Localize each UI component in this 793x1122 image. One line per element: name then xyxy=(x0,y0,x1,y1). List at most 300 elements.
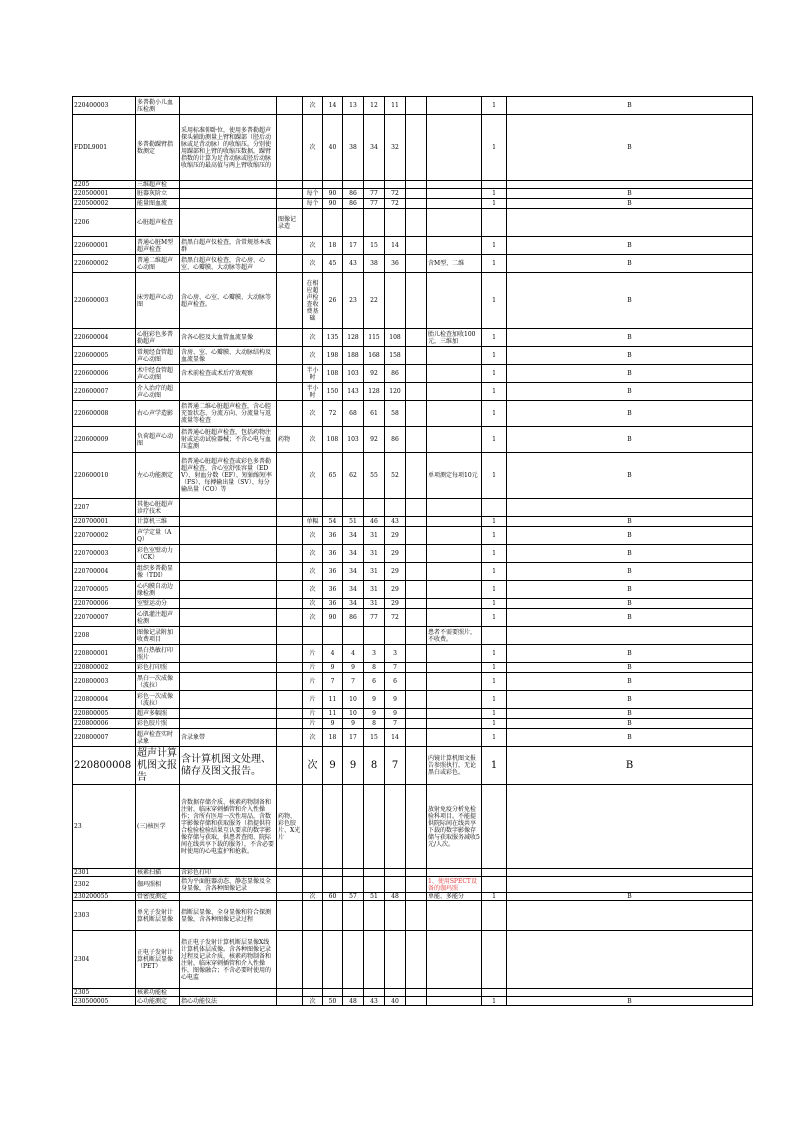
price-level3-cell xyxy=(364,989,385,997)
spacer-cell xyxy=(406,517,427,527)
table-row xyxy=(73,627,753,645)
name-cell: 彩色胶片照 xyxy=(136,719,180,729)
content-cell xyxy=(180,645,277,663)
category-cell: 1 xyxy=(482,273,507,329)
note-cell xyxy=(427,517,482,527)
code-cell: 220500001 xyxy=(73,189,136,199)
class-cell xyxy=(507,627,753,645)
content-cell: 采用标准仰卧位，使用多普勒超声探头辅助测量上臂和踝部（胫后动脉或足背动脉）的收缩压。分别使用踝部和上臂的收缩压数据，踝臂指数的计算为足背动脉或胫后动脉收缩压的最高值与两上臂收缩压的 xyxy=(180,115,277,181)
name-cell: 伽玛照相 xyxy=(136,877,180,893)
price-level2-cell xyxy=(343,901,364,931)
price-level1-cell: 36 xyxy=(323,599,343,609)
code-cell: 220800001 xyxy=(73,645,136,663)
spacer-cell xyxy=(406,563,427,581)
unit-cell: 次 xyxy=(303,97,323,115)
price-level4-cell xyxy=(385,901,406,931)
code-cell: 220800008 xyxy=(73,747,136,785)
class-cell xyxy=(507,209,753,237)
price-level4-cell: 58 xyxy=(385,401,406,427)
spacer-cell xyxy=(406,499,427,517)
spacer-cell xyxy=(406,545,427,563)
unit-cell: 片 xyxy=(303,709,323,719)
price-level4-cell: 7 xyxy=(385,747,406,785)
category-cell: 1 xyxy=(482,237,507,255)
price-level1-cell: 90 xyxy=(323,189,343,199)
note-cell xyxy=(427,115,482,181)
content-cell: 指普通二维心脏超声检查，含心腔充盈状态、分流方向、分流量与返流量等检查 xyxy=(180,401,277,427)
name-cell: 彩色打印照 xyxy=(136,663,180,673)
price-level2-cell xyxy=(343,989,364,997)
table-row xyxy=(73,893,753,901)
price-level2-cell: 13 xyxy=(343,97,364,115)
unit-cell: 次 xyxy=(303,115,323,181)
spacer-cell xyxy=(406,609,427,627)
spacer-cell xyxy=(406,347,427,365)
unit-cell: 次 xyxy=(303,401,323,427)
exclusion-cell xyxy=(277,709,303,719)
price-level2-cell: 9 xyxy=(343,719,364,729)
price-level4-cell: 29 xyxy=(385,527,406,545)
content-cell xyxy=(180,989,277,997)
class-cell: B xyxy=(507,383,753,401)
price-level4-cell: 40 xyxy=(385,997,406,1006)
name-cell: 术中经食管超声心动图 xyxy=(136,365,180,383)
price-level1-cell: 108 xyxy=(323,427,343,453)
price-level2-cell: 10 xyxy=(343,709,364,719)
code-cell: 220800006 xyxy=(73,719,136,729)
price-level3-cell: 31 xyxy=(364,563,385,581)
exclusion-cell xyxy=(277,401,303,427)
category-cell: 1 xyxy=(482,581,507,599)
content-cell xyxy=(180,383,277,401)
price-level1-cell xyxy=(323,499,343,517)
table-row xyxy=(73,383,753,401)
class-cell xyxy=(507,181,753,189)
unit-cell xyxy=(303,785,323,869)
table-row xyxy=(73,609,753,627)
code-cell: 220800005 xyxy=(73,709,136,719)
note-cell xyxy=(427,931,482,989)
category-cell xyxy=(482,181,507,189)
content-cell: 指心功能仪法 xyxy=(180,997,277,1006)
category-cell: 1 xyxy=(482,115,507,181)
unit-cell: 片 xyxy=(303,663,323,673)
price-level3-cell: 55 xyxy=(364,453,385,499)
unit-cell: 次 xyxy=(303,255,323,273)
note-cell xyxy=(427,189,482,199)
class-cell: B xyxy=(507,115,753,181)
unit-sub-text: 在相应超声检查收费基础 xyxy=(306,279,319,322)
name-cell: 骨密度测定 xyxy=(136,893,180,901)
note-cell xyxy=(427,273,482,329)
spacer-cell xyxy=(406,401,427,427)
table-row xyxy=(73,115,753,181)
table-row xyxy=(73,563,753,581)
price-level1-cell: 54 xyxy=(323,517,343,527)
table-row xyxy=(73,691,753,709)
price-level3-cell xyxy=(364,785,385,869)
price-level3-cell: 8 xyxy=(364,747,385,785)
table-row xyxy=(73,401,753,427)
price-level1-cell: 45 xyxy=(323,255,343,273)
note-cell: 单能、多能分 xyxy=(427,893,482,901)
price-level1-cell: 11 xyxy=(323,691,343,709)
category-cell: 1 xyxy=(482,401,507,427)
code-cell: 2302 xyxy=(73,877,136,893)
price-level1-cell: 9 xyxy=(323,747,343,785)
code-cell: 220500002 xyxy=(73,199,136,209)
category-cell: 1 xyxy=(482,255,507,273)
category-cell xyxy=(482,989,507,997)
exclusion-cell xyxy=(277,931,303,989)
price-level2-cell: 43 xyxy=(343,255,364,273)
code-cell: 230500005 xyxy=(73,997,136,1006)
price-level2-cell xyxy=(343,209,364,237)
unit-cell: 每个 xyxy=(303,189,323,199)
price-level2-cell: 86 xyxy=(343,189,364,199)
note-cell xyxy=(427,901,482,931)
spacer-cell xyxy=(406,719,427,729)
unit-cell: 次 xyxy=(303,545,323,563)
unit-cell: 次 xyxy=(303,893,323,901)
spacer-cell xyxy=(406,989,427,997)
price-level3-cell: 22 xyxy=(364,273,385,329)
note-cell xyxy=(427,869,482,877)
name-cell: 核素扫描 xyxy=(136,869,180,877)
price-level3-cell xyxy=(364,627,385,645)
price-level2-cell: 34 xyxy=(343,599,364,609)
price-level1-cell xyxy=(323,627,343,645)
spacer-cell xyxy=(406,645,427,663)
unit-cell: 每个 xyxy=(303,199,323,209)
price-level1-cell: 9 xyxy=(323,663,343,673)
note-cell: 放射免疫分析免检验科项目。不能提供院际间在线共享下载的数字影像存储与获取服务减收5元/人次。 xyxy=(427,785,482,869)
price-level1-cell xyxy=(323,931,343,989)
spacer-cell xyxy=(406,997,427,1006)
price-level4-cell: 158 xyxy=(385,347,406,365)
price-level3-cell: 92 xyxy=(364,427,385,453)
note-cell xyxy=(427,989,482,997)
code-cell: 220800003 xyxy=(73,673,136,691)
spacer-cell xyxy=(406,893,427,901)
table-row xyxy=(73,273,753,329)
code-cell: 2206 xyxy=(73,209,136,237)
name-cell: (三)核医学 xyxy=(136,785,180,869)
content-cell xyxy=(180,499,277,517)
exclusion-cell xyxy=(277,609,303,627)
price-level3-cell xyxy=(364,499,385,517)
class-cell: B xyxy=(507,401,753,427)
category-cell: 1 xyxy=(482,719,507,729)
price-level3-cell: 128 xyxy=(364,383,385,401)
name-cell: 心肌灌注超声检测 xyxy=(136,609,180,627)
unit-cell: 片 xyxy=(303,719,323,729)
category-cell: 1 xyxy=(482,691,507,709)
code-cell: 2208 xyxy=(73,627,136,645)
class-cell xyxy=(507,869,753,877)
note-cell xyxy=(427,719,482,729)
content-cell xyxy=(180,599,277,609)
exclusion-cell xyxy=(277,181,303,189)
price-level4-cell: 72 xyxy=(385,199,406,209)
class-cell: B xyxy=(507,893,753,901)
price-level2-cell: 57 xyxy=(343,893,364,901)
content-cell xyxy=(180,199,277,209)
class-cell: B xyxy=(507,255,753,273)
exclusion-cell xyxy=(277,383,303,401)
note-cell: 含M型、二维 xyxy=(427,255,482,273)
name-cell: 黑白热敏打印照片 xyxy=(136,645,180,663)
spacer-cell xyxy=(406,97,427,115)
unit-cell: 单幅 xyxy=(303,517,323,527)
table-row xyxy=(73,869,753,877)
name-cell: 介入治疗的超声心动图 xyxy=(136,383,180,401)
name-cell: 核素功能检 xyxy=(136,989,180,997)
category-cell xyxy=(482,931,507,989)
class-cell: B xyxy=(507,581,753,599)
category-cell xyxy=(482,901,507,931)
content-cell: 指为平面脏器动态、静态显像及全身显像，含各种图像记录 xyxy=(180,877,277,893)
code-cell: 220600005 xyxy=(73,347,136,365)
spacer-cell xyxy=(406,901,427,931)
price-level2-cell: 34 xyxy=(343,527,364,545)
spacer-cell xyxy=(406,365,427,383)
table-row xyxy=(73,877,753,893)
price-level1-cell: 7 xyxy=(323,673,343,691)
price-level1-cell xyxy=(323,989,343,997)
name-cell: 超声检查实时录象 xyxy=(136,729,180,747)
category-cell xyxy=(482,209,507,237)
unit-cell xyxy=(303,869,323,877)
code-cell: 2303 xyxy=(73,901,136,931)
exclusion-cell xyxy=(277,365,303,383)
price-level3-cell: 31 xyxy=(364,545,385,563)
price-level3-cell xyxy=(364,931,385,989)
table-row xyxy=(73,517,753,527)
spacer-cell xyxy=(406,329,427,347)
spacer-cell xyxy=(406,115,427,181)
spacer-cell xyxy=(406,709,427,719)
spacer-cell xyxy=(406,663,427,673)
price-level4-cell: 14 xyxy=(385,729,406,747)
class-cell: B xyxy=(507,719,753,729)
price-level3-cell: 92 xyxy=(364,365,385,383)
spacer-cell xyxy=(406,255,427,273)
price-level1-cell xyxy=(323,869,343,877)
spacer-cell xyxy=(406,747,427,785)
price-level1-cell: 198 xyxy=(323,347,343,365)
price-level4-cell xyxy=(385,877,406,893)
price-level1-cell: 65 xyxy=(323,453,343,499)
price-level4-cell: 29 xyxy=(385,545,406,563)
table-row xyxy=(73,453,753,499)
code-cell: 2207 xyxy=(73,499,136,517)
price-level4-cell: 3 xyxy=(385,645,406,663)
table-row xyxy=(73,545,753,563)
category-cell xyxy=(482,499,507,517)
class-cell: B xyxy=(507,273,753,329)
class-cell xyxy=(507,989,753,997)
category-cell: 1 xyxy=(482,997,507,1006)
code-cell: 220700002 xyxy=(73,527,136,545)
table-row xyxy=(73,663,753,673)
class-cell: B xyxy=(507,691,753,709)
exclusion-cell xyxy=(277,199,303,209)
price-level2-cell: 143 xyxy=(343,383,364,401)
price-level3-cell: 15 xyxy=(364,237,385,255)
code-cell: 220700006 xyxy=(73,599,136,609)
code-cell: 2301 xyxy=(73,869,136,877)
content-cell xyxy=(180,189,277,199)
price-level3-cell xyxy=(364,209,385,237)
price-level4-cell: 120 xyxy=(385,383,406,401)
code-cell: 220400003 xyxy=(73,97,136,115)
note-cell xyxy=(427,209,482,237)
price-level2-cell: 9 xyxy=(343,747,364,785)
price-level4-cell: 6 xyxy=(385,673,406,691)
table-row xyxy=(73,645,753,663)
class-cell: B xyxy=(507,645,753,663)
price-level4-cell xyxy=(385,931,406,989)
class-cell: B xyxy=(507,347,753,365)
content-cell: 含各心腔及大血管血流显像 xyxy=(180,329,277,347)
price-level3-cell: 12 xyxy=(364,97,385,115)
price-level1-cell: 36 xyxy=(323,545,343,563)
category-cell: 1 xyxy=(482,189,507,199)
name-cell: 常规经食管超声心动图 xyxy=(136,347,180,365)
unit-cell: 次 xyxy=(303,729,323,747)
note-cell xyxy=(427,383,482,401)
name-cell: 能量图血流 xyxy=(136,199,180,209)
code-cell: 220800002 xyxy=(73,663,136,673)
code-cell: 230200055 xyxy=(73,893,136,901)
unit-cell xyxy=(303,209,323,237)
price-level4-cell xyxy=(385,499,406,517)
spacer-cell xyxy=(406,627,427,645)
unit-cell xyxy=(303,181,323,189)
spacer-cell xyxy=(406,785,427,869)
class-cell: B xyxy=(507,997,753,1006)
price-level3-cell: 51 xyxy=(364,893,385,901)
spacer-cell xyxy=(406,931,427,989)
class-cell xyxy=(507,499,753,517)
note-cell xyxy=(427,709,482,719)
spacer-cell xyxy=(406,527,427,545)
table-row xyxy=(73,931,753,989)
name-cell: 彩色一次成像（波拉） xyxy=(136,691,180,709)
category-cell: 1 xyxy=(482,527,507,545)
price-level4-cell: 7 xyxy=(385,719,406,729)
category-cell: 1 xyxy=(482,517,507,527)
name-cell: 单光子发射计算机断层显像 xyxy=(136,901,180,931)
code-cell: 220600004 xyxy=(73,329,136,347)
exclusion-cell: 药物 xyxy=(277,427,303,453)
unit-cell: 片 xyxy=(303,673,323,691)
price-level4-cell xyxy=(385,627,406,645)
price-level1-cell: 90 xyxy=(323,609,343,627)
class-cell: B xyxy=(507,609,753,627)
table-row xyxy=(73,499,753,517)
note-cell xyxy=(427,997,482,1006)
name-cell: 组织多普勒显像（TDI） xyxy=(136,563,180,581)
spacer-cell xyxy=(406,599,427,609)
exclusion-cell xyxy=(277,645,303,663)
price-level3-cell: 15 xyxy=(364,729,385,747)
price-level3-cell: 61 xyxy=(364,401,385,427)
table-row xyxy=(73,209,753,237)
table-row xyxy=(73,599,753,609)
price-level2-cell xyxy=(343,785,364,869)
code-cell: 220600006 xyxy=(73,365,136,383)
table-row xyxy=(73,199,753,209)
price-level4-cell: 86 xyxy=(385,365,406,383)
note-cell xyxy=(427,365,482,383)
price-level2-cell: 48 xyxy=(343,997,364,1006)
price-level3-cell: 34 xyxy=(364,115,385,181)
category-cell: 1 xyxy=(482,199,507,209)
price-level2-cell xyxy=(343,627,364,645)
table-row xyxy=(73,329,753,347)
price-level1-cell: 36 xyxy=(323,527,343,545)
price-level3-cell: 77 xyxy=(364,189,385,199)
price-level4-cell: 11 xyxy=(385,97,406,115)
price-level1-cell xyxy=(323,181,343,189)
table-row xyxy=(73,989,753,997)
content-cell xyxy=(180,663,277,673)
price-level4-cell xyxy=(385,989,406,997)
spacer-cell xyxy=(406,869,427,877)
category-cell: 1 xyxy=(482,673,507,691)
exclusion-cell xyxy=(277,237,303,255)
price-level4-cell: 43 xyxy=(385,517,406,527)
price-level4-cell: 86 xyxy=(385,427,406,453)
price-level2-cell: 23 xyxy=(343,273,364,329)
price-level2-cell: 38 xyxy=(343,115,364,181)
note-cell xyxy=(427,237,482,255)
table-row xyxy=(73,365,753,383)
exclusion-cell xyxy=(277,869,303,877)
code-cell: 2305 xyxy=(73,989,136,997)
fee-schedule-table xyxy=(72,96,753,1006)
code-cell: 220600008 xyxy=(73,401,136,427)
class-cell: B xyxy=(507,709,753,719)
price-level1-cell: 18 xyxy=(323,237,343,255)
note-cell xyxy=(427,729,482,747)
content-cell xyxy=(180,691,277,709)
spacer-cell xyxy=(406,237,427,255)
name-cell: 普通心脏M型超声检查 xyxy=(136,237,180,255)
unit-cell: 次 xyxy=(303,747,323,785)
name-cell: 声学定量（AQ） xyxy=(136,527,180,545)
content-cell: 含术前检查或术后疗效观察 xyxy=(180,365,277,383)
code-cell: 220800004 xyxy=(73,691,136,709)
note-cell: 患者不需要照片，不收费。 xyxy=(427,627,482,645)
unit-cell: 次 xyxy=(303,453,323,499)
name-cell: 室壁运动分 xyxy=(136,599,180,609)
unit-cell: 片 xyxy=(303,691,323,709)
price-level4-cell xyxy=(385,209,406,237)
content-cell xyxy=(180,181,277,189)
category-cell xyxy=(482,785,507,869)
code-cell: 2205 xyxy=(73,181,136,189)
spacer-cell xyxy=(406,383,427,401)
class-cell: B xyxy=(507,545,753,563)
category-cell: 1 xyxy=(482,383,507,401)
category-cell: 1 xyxy=(482,609,507,627)
price-level1-cell: 11 xyxy=(323,709,343,719)
spacer-cell xyxy=(406,691,427,709)
unit-cell: 次 xyxy=(303,527,323,545)
